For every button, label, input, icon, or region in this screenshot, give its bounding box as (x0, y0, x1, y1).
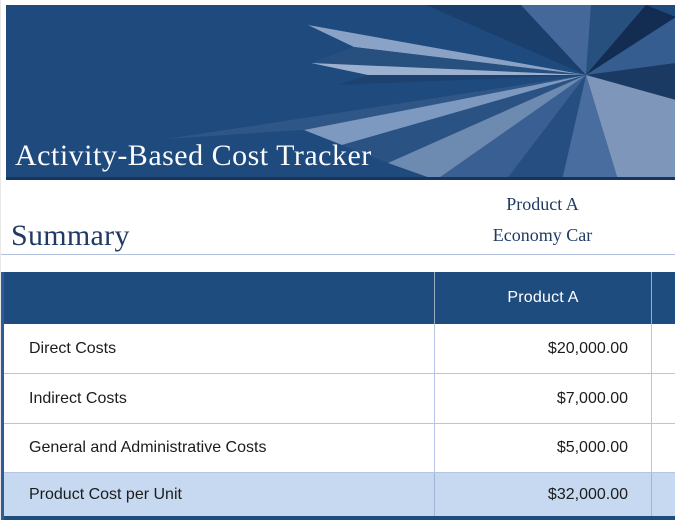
row-extra-cell (651, 473, 675, 516)
summary-heading: Summary (11, 219, 130, 252)
header-cell-product-a[interactable]: Product A (434, 272, 651, 324)
row-label-cell[interactable]: General and Administrative Costs (29, 439, 267, 456)
row-extra-cell (651, 324, 675, 373)
row-label-cell[interactable]: Product Cost per Unit (29, 485, 182, 503)
row-value-cell[interactable]: $7,000.00 (434, 374, 651, 423)
table-row-general-admin-costs (4, 424, 675, 473)
table-row-indirect-costs (4, 374, 675, 424)
row-value-cell[interactable]: $32,000.00 (434, 473, 651, 516)
product-description-cell[interactable]: Economy Car (492, 225, 593, 245)
row-value-cell[interactable]: $20,000.00 (434, 324, 651, 373)
row-value-cell[interactable]: $5,000.00 (434, 424, 651, 472)
row-label-cell[interactable]: Direct Costs (29, 339, 117, 357)
header-cell-blank (4, 272, 434, 324)
row-extra-cell (651, 424, 675, 472)
header-cell-next-column-partial (651, 272, 675, 324)
summary-table (1, 272, 675, 520)
row-extra-cell (651, 374, 675, 423)
summary-section (1, 183, 675, 255)
header-banner (6, 5, 675, 180)
product-label-block (434, 189, 651, 251)
product-name-cell[interactable]: Product A (506, 194, 579, 214)
table-row-product-cost-per-unit (4, 473, 675, 520)
page-title: Activity-Based Cost Tracker (15, 139, 372, 172)
row-label-cell[interactable]: Indirect Costs (29, 389, 127, 407)
table-row-direct-costs (4, 324, 675, 374)
table-header-row (4, 272, 675, 324)
